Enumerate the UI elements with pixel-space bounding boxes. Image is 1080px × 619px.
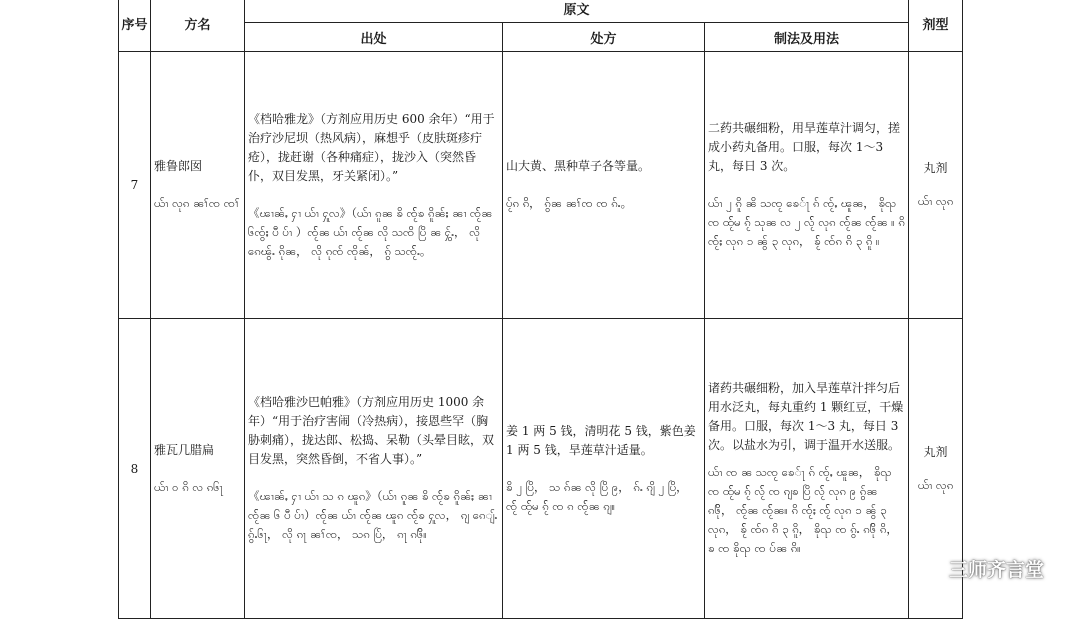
row-prescription (503, 52, 705, 319)
row-form (909, 52, 963, 319)
source-cn: 《档哈雅龙》（方剂应用历史 600 余年）“用于治疗沙尼坝（热风病），麻想乎（皮肤斑疹疔疮），拢赶谢（各种痛症），拢沙入（突然昏仆，双目发黑，牙关紧闭）。” (248, 111, 495, 183)
method-cn: 二药共碾细粉，用旱莲草汁调匀，搓成小药丸备用。口服，每次 1～3 丸，每日 3 次。 (708, 121, 901, 173)
source-dai: 《ၽၢၼ်ႇ ႁၢ ယ်ၫ ႁူလ》（ယ်ၫ ၵူၼ ၶိ ၸ်ႂ်ၶ ၵိူၼ်ႈ ၼၢ ၸ်ႂ်ၼ ၆ၸွ်ႈ ပီ ပ်ၫ ）ၸ်ႂ်ၼ ယ်ၫ ၸ်ႂ်ၼ လို သၸိ ပြိ ၼ ႁွ်ႉ， လို ၵေၽွ်ႉ ၵိုၼ， လို ၵုၸ် ၸိုၼ်， ၵွ် သၸ်ႂ်ႉ。 (248, 205, 493, 258)
source-dai: 《ၽၢၼ်ႇ ႁၢ ယ်ၫ သ ၵ ၽူၵ》（ယ်ၫ ၵူၼ ၶိ ၸ်ႂ်ၶ ၵိူၼ်ႈ ၼၢ ၸ်ႂ်ၼ ၆ ပီ ပ်ၫ）ၸ်ႂ်ၼ ယ်ၫ ၸ်ႂ်ၼ ၽူၵ ၸ်ႂ်ၶ ႁူလ， ၵျ ၵေျ်ႉ ၵွ်ႉ၆ႃ， လို ၵႃ ၼၢ်ၸ， သၵ ပ်ြ， ၵႃ ၵ၆ို။ (248, 489, 498, 541)
header-source: 出处 (245, 23, 503, 52)
row-seq: 8 (119, 319, 151, 619)
header-method: 制法及用法 (705, 23, 909, 52)
row-name (151, 319, 245, 619)
header-seq: 序号 (119, 0, 151, 52)
name-cn: 雅瓦几腊扁 (154, 442, 215, 457)
name-dai: ယ်ၫ ဝ ၵိ လ ၵ၆ႃ (154, 479, 223, 494)
name-dai: ယ်ၫ လုၵ ၼၢ်ၸ ၸၢ် (154, 196, 240, 210)
prescription-dai: ၶိ ၂ ပြိ， သ ၵ်ၼ လို ပြိ ၉， ၵ်ႉ ၵျိ ၂ ပြိ， ၸ်ႂ် ထ်ႂ်မ ၵ်ႂ် ၸ ၵ ၸ်ႂ်ၼ ၵျ။ (506, 479, 688, 513)
method-dai: ယ်ၫ ၂ ၵိူ ၼိ သၸႂ ၶေ်ႃ ၵ် ၸႂ်ႇ ၽူၼ， ၶိုၺ ၸ ထ်ႂ်မ ၵ်ႂ် သုၼ လ ၂ လ်ႂ် လုၵ ၸ်ႂ်ၼ ၸ်ႂ်ၼ ။ ၵိ ၸ်ႂ်ႈ လုၵ ၁ ၼွ် ၃ လုၵ， ၶ်ႂ် ၸ်ၵ ၵိ ၃ ၵိူ ။ (708, 196, 905, 248)
form-dai: ယ်ၫ လုၵ (917, 194, 954, 208)
prescription-cn: 姜 1 两 5 钱，清明花 5 钱，紫色姜 1 两 5 钱，旱莲草汁适量。 (506, 423, 696, 457)
wechat-icon (917, 558, 943, 580)
row-source (245, 319, 503, 619)
header-original: 原文 (245, 0, 909, 23)
watermark (917, 555, 1044, 582)
method-cn: 诸药共碾细粉，加入旱莲草汁拌匀后用水泛丸，每丸重约 1 颗红豆，干燥备用。口服，每次 1～3 丸，每日 3 次。以盐水为引，调于温开水送服。 (708, 381, 904, 452)
form-dai: ယ်ၫ လုၵ (917, 477, 954, 492)
formula-table (118, 0, 963, 619)
table-row (119, 52, 963, 319)
header-name: 方名 (151, 0, 245, 52)
header-prescription: 处方 (503, 23, 705, 52)
form-cn: 丸剂 (923, 161, 948, 175)
name-cn: 雅鲁郎囡 (154, 159, 203, 173)
row-method (705, 52, 909, 319)
form-cn: 丸剂 (923, 444, 948, 459)
source-cn: 《档哈雅沙巴帕雅》（方剂应用历史 1000 余年）“用于治疗害闹（冷热病），接恩些罕（胸胁刺痛），拢达郎、松捣、呆勒（头晕目眩，双目发黑，突然昏倒，不省人事）。” (248, 395, 495, 466)
watermark-text: 三师齐言堂 (948, 559, 1044, 581)
row-method (705, 319, 909, 619)
row-seq: 7 (119, 52, 151, 319)
row-name (151, 52, 245, 319)
row-source (245, 52, 503, 319)
method-dai: ယ်ၫ ၸ ၼ သၸႂ ၶေ်ႃ ၵ် ၸႂ်ႇ ၽူၼ， ၶိုၺ ၸ ထ်ႂ်မ ၵ်ႂ် လ်ႂ် ၸ ၵျၶ ပြိ လ်ႂ် လုၵ ၉ ၵွ်ၼ ၵ၆ို， ၸ်ႂ်ၼ ၸ်ႂ်ၼ။ ၵိ ၸ်ႂ်ႈ ၸ်ႂ် လုၵ ၁ ၼွ် ၃ လုၵ， ၶ်ႂ် ၸ်ၵ ၵိ ၃ ၵိူ， ၶိုၺ ၸ ၵွ်ႉ ၵ၆ို ၵိ， ၶ ၸ ၶိုၺ ၸ ပ်ၼ ၵိ။ (708, 465, 898, 555)
header-form: 剂型 (909, 0, 963, 52)
table-row (119, 319, 963, 619)
prescription-dai: ပႂ်ၵ ၵိ， ၵွ်ၼ ၼၢ်ၸ ၸ ၵ်ႉ。 (506, 196, 633, 210)
row-prescription (503, 319, 705, 619)
prescription-cn: 山大黄、黑种草子各等量。 (506, 159, 651, 173)
